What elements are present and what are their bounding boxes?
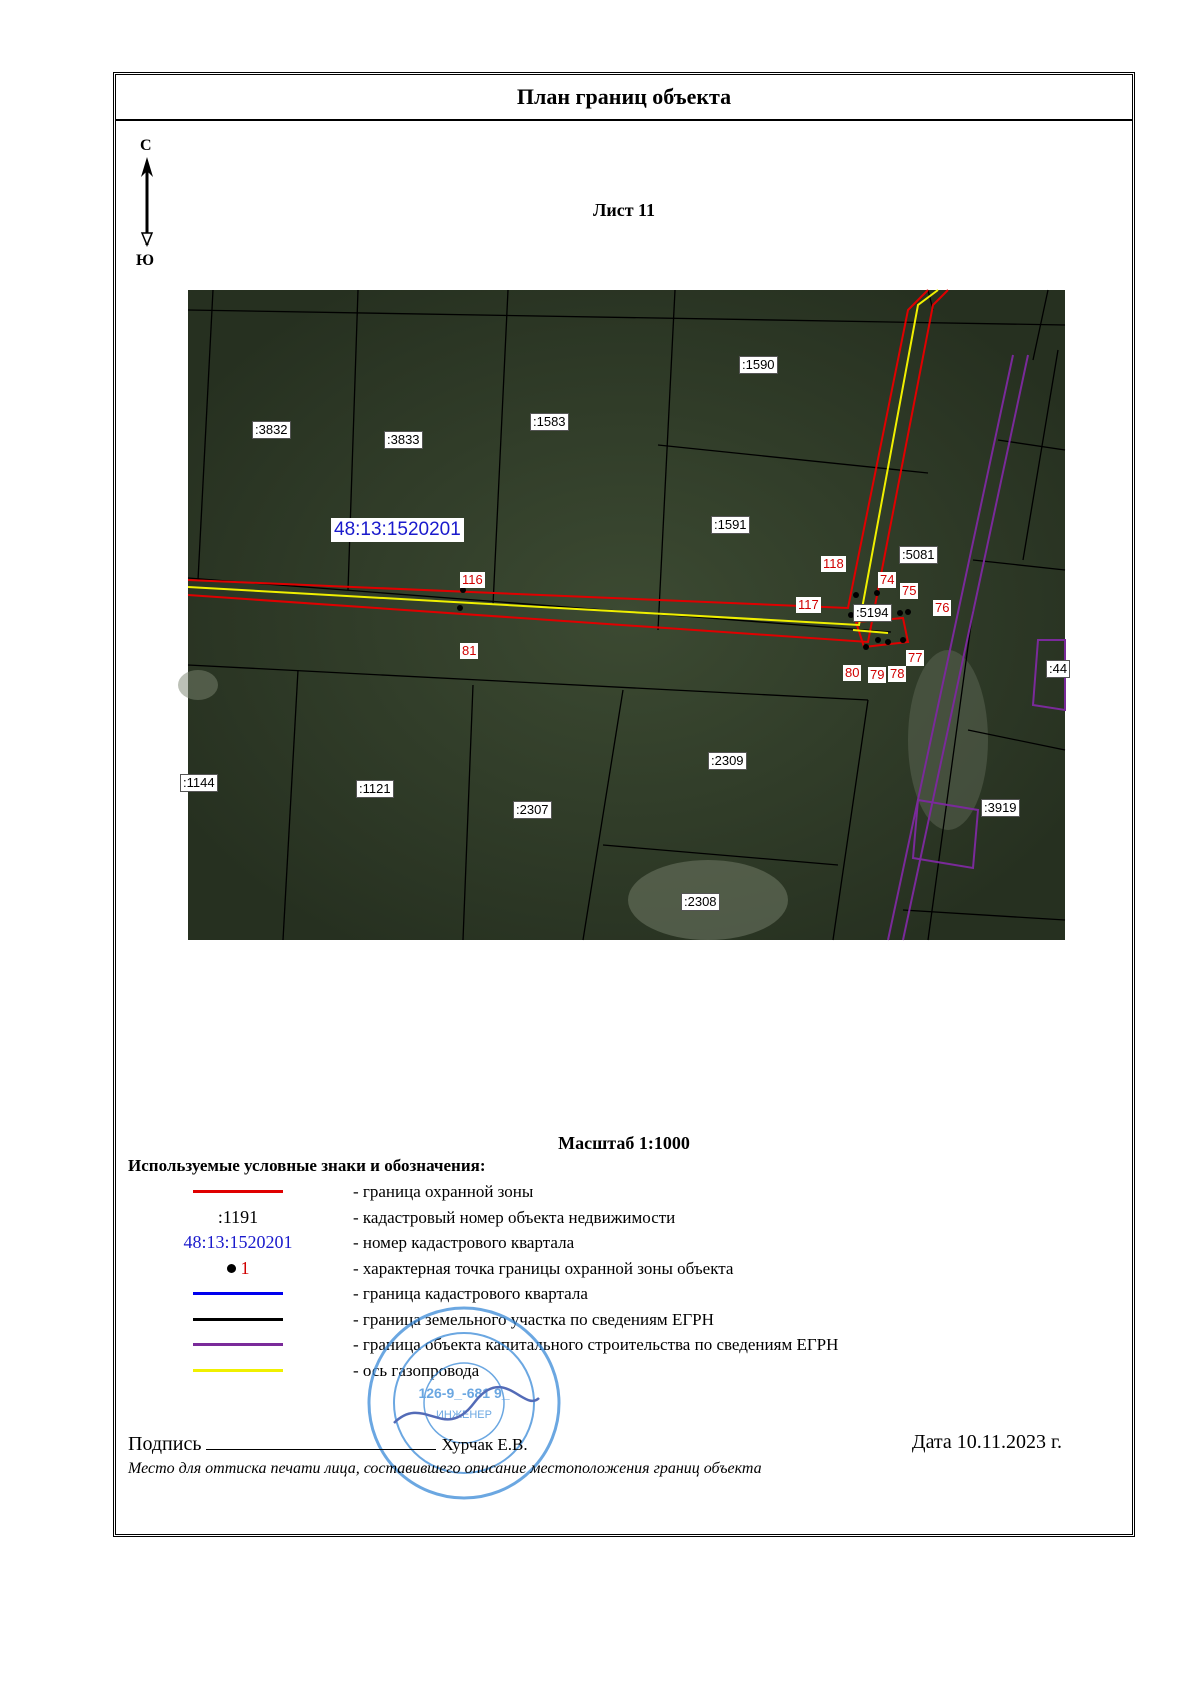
black-line-swatch bbox=[193, 1318, 283, 1321]
point-label: 80 bbox=[845, 665, 860, 680]
legend-text: - ось газопровода bbox=[353, 1360, 480, 1380]
legend-item bbox=[128, 1332, 1028, 1358]
legend-text: - граница кадастрового квартала bbox=[353, 1284, 588, 1303]
parcel-label: :1583 bbox=[530, 413, 569, 431]
point-number: 1 bbox=[240, 1257, 250, 1278]
stamp-place-note: Место для оттиска печати лица, составившего описание местоположения границ объекта bbox=[128, 1460, 762, 1477]
legend-title: Используемые условные знаки и обозначения: bbox=[128, 1156, 486, 1175]
point-dot-icon bbox=[227, 1264, 236, 1273]
legend-item bbox=[128, 1256, 1028, 1282]
north-label: С bbox=[140, 137, 152, 154]
point-label: 117 bbox=[798, 597, 819, 612]
point-label: 77 bbox=[908, 650, 923, 665]
yellow-line-swatch bbox=[193, 1369, 283, 1372]
document-frame bbox=[113, 72, 1135, 1537]
parcel-label: :3832 bbox=[252, 421, 291, 439]
signature-blank bbox=[206, 1431, 436, 1450]
svg-text:126-9_-681 9_: 126-9_-681 9_ bbox=[418, 1385, 510, 1401]
parcel-label: :3833 bbox=[384, 431, 423, 449]
legend-item bbox=[128, 1307, 1028, 1333]
legend-text: - характерная точка границы охранной зоны объекта bbox=[353, 1258, 734, 1278]
legend-text: - граница земельного участка по сведениям ЕГРН bbox=[353, 1309, 714, 1329]
legend-item bbox=[128, 1179, 1028, 1205]
point-label: 75 bbox=[902, 583, 917, 598]
south-label: Ю bbox=[136, 252, 155, 269]
point-label: 118 bbox=[823, 556, 844, 571]
document-title: План границ объекта bbox=[116, 75, 1132, 121]
signature-line bbox=[128, 1431, 528, 1456]
legend bbox=[128, 1179, 1028, 1383]
parcel-label: :2309 bbox=[708, 752, 747, 770]
parcel-label: :2307 bbox=[513, 801, 552, 819]
point-label: 78 bbox=[890, 666, 905, 681]
quarter-label: 48:13:1520201 bbox=[331, 518, 464, 542]
document-date: Дата 10.11.2023 г. bbox=[911, 1431, 1062, 1453]
parcel-label: :5194 bbox=[853, 604, 892, 622]
legend-symbol bbox=[128, 1256, 348, 1281]
legend-text: - номер кадастрового квартала bbox=[353, 1233, 575, 1252]
svg-text:ИНЖЕНЕР: ИНЖЕНЕР bbox=[436, 1409, 492, 1421]
scale-label: Масштаб 1:1000 bbox=[558, 1133, 690, 1153]
signer-name: Хурчак Е.В. bbox=[441, 1435, 528, 1454]
parcel-label: :2308 bbox=[681, 893, 720, 911]
sheet-number: Лист 11 bbox=[592, 200, 656, 220]
point-label: 79 bbox=[870, 667, 885, 682]
red-line-swatch bbox=[193, 1190, 283, 1193]
legend-item bbox=[128, 1281, 1028, 1307]
parcel-label: :44 bbox=[1046, 660, 1070, 678]
legend-item bbox=[128, 1205, 1028, 1231]
legend-symbol: 48:13:1520201 bbox=[183, 1232, 293, 1252]
parcel-label: :1590 bbox=[739, 356, 778, 374]
parcel-label: :1121 bbox=[356, 780, 394, 798]
parcel-label: :1144 bbox=[180, 774, 218, 792]
point-label: 116 bbox=[462, 572, 483, 587]
signature-label: Подпись bbox=[128, 1433, 202, 1455]
point-label: 74 bbox=[880, 572, 895, 587]
legend-text: - граница охранной зоны bbox=[353, 1182, 534, 1201]
cadastral-map bbox=[183, 290, 1068, 940]
legend-symbol: :1191 bbox=[217, 1206, 259, 1227]
legend-item bbox=[128, 1230, 1028, 1256]
legend-text: - граница объекта капитального строительства по сведениям ЕГРН bbox=[353, 1335, 839, 1354]
blue-line-swatch bbox=[193, 1292, 283, 1295]
parcel-label: :5081 bbox=[899, 546, 938, 564]
legend-text: - кадастровый номер объекта недвижимости bbox=[353, 1207, 676, 1227]
point-label: 76 bbox=[935, 600, 950, 615]
legend-item bbox=[128, 1358, 1028, 1384]
purple-line-swatch bbox=[193, 1343, 283, 1346]
parcel-label: :3919 bbox=[981, 799, 1020, 817]
point-label: 81 bbox=[462, 643, 477, 658]
parcel-label: :1591 bbox=[711, 516, 750, 534]
